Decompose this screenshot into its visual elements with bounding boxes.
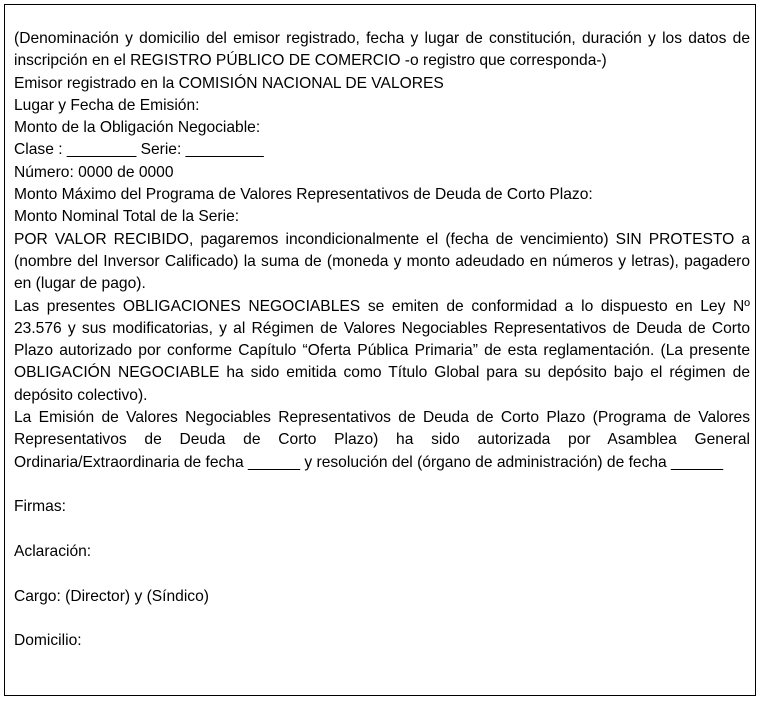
payment-promise-paragraph: POR VALOR RECIBIDO, pagaremos incondicionalmente el (fecha de vencimiento) SIN PROTESTO a (nombre del Inversor Calificado) la suma de (moneda y monto adeudado en números y letras), pagadero en (lugar de pago). — [14, 230, 750, 293]
signatures-field: Firmas: — [14, 498, 66, 516]
place-date-field: Lugar y Fecha de Emisión: — [14, 96, 200, 114]
issuer-header-paragraph: (Denominación y domicilio del emisor registrado, fecha y lugar de constitución, duración y los datos de inscripción en el REGISTRO PÚBLICO DE COMERCIO -o registro que corresponda-) — [14, 30, 750, 70]
nominal-total-field: Monto Nominal Total de la Serie: — [14, 208, 240, 226]
max-program-amount-field: Monto Máximo del Programa de Valores Representativos de Deuda de Corto Plazo: — [14, 186, 593, 204]
document-body — [14, 28, 750, 653]
spacer — [14, 563, 750, 585]
spacer — [14, 519, 750, 541]
clarification-field: Aclaración: — [14, 543, 92, 561]
spacer — [14, 474, 750, 496]
spacer — [14, 608, 750, 630]
legal-basis-paragraph: Las presentes OBLIGACIONES NEGOCIABLES se emiten de conformidad a lo dispuesto en Ley Nº 23.576 y sus modificatorias, y al Régimen de Valores Negociables Representativos de Deuda de Corto Plazo autorizado por conforme Capítulo “Oferta Pública Primaria” de esta reglamentación. (La presente OBLIGACIÓN NEGOCIABLE ha sido emitida como Título Global para su depósito bajo el régimen de depósito colectivo). — [14, 297, 750, 404]
registered-issuer-line: Emisor registrado en la COMISIÓN NACIONAL DE VALORES — [14, 74, 444, 92]
authorization-paragraph: La Emisión de Valores Negociables Representativos de Deuda de Corto Plazo (Programa de Valores Representativos de Deuda de Corto Plazo) ha sido autorizada por Asamblea General Ordinaria/Extraordinaria de fecha ______ y resolución del (órgano de administración) de fecha ______ — [14, 409, 750, 471]
position-field: Cargo: (Director) y (Síndico) — [14, 587, 209, 605]
number-field: Número: 0000 de 0000 — [14, 163, 174, 181]
class-series-field: Clase : ________ Serie: _________ — [14, 141, 264, 159]
obligation-amount-field: Monto de la Obligación Negociable: — [14, 119, 261, 137]
address-field: Domicilio: — [14, 632, 82, 650]
